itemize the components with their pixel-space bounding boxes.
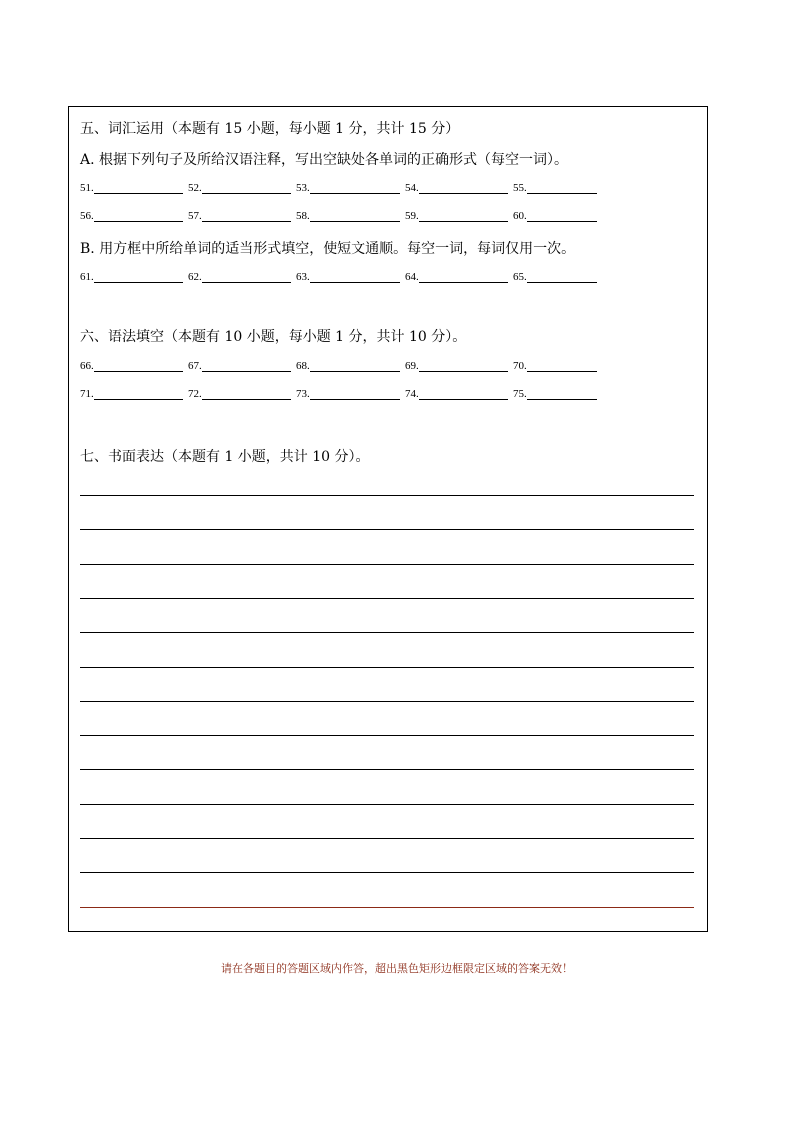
question-number: 52.: [188, 182, 202, 194]
answer-blank[interactable]: [419, 359, 508, 372]
answer-blank[interactable]: [310, 209, 400, 222]
answer-item: [188, 356, 291, 372]
answer-blank[interactable]: [94, 387, 183, 400]
answer-item: [80, 384, 183, 400]
writing-line[interactable]: [80, 495, 694, 496]
question-number: 65.: [513, 271, 527, 283]
answer-blank[interactable]: [310, 181, 400, 194]
answer-blank[interactable]: [202, 181, 291, 194]
answer-item: [405, 356, 508, 372]
answer-row-61-65: [80, 267, 640, 283]
answer-item: [188, 384, 291, 400]
answer-blank[interactable]: [419, 181, 508, 194]
answer-item: [405, 206, 508, 222]
question-number: 55.: [513, 182, 527, 194]
answer-blank[interactable]: [527, 387, 597, 400]
question-number: 70.: [513, 360, 527, 372]
section5-partB-instruction: B. 用方框中所给单词的适当形式填空，使短文通顺。每空一词，每词仅用一次。: [80, 241, 576, 257]
question-number: 59.: [405, 210, 419, 222]
answer-blank[interactable]: [527, 209, 597, 222]
question-number: 66.: [80, 360, 94, 372]
answer-item: [188, 206, 291, 222]
answer-blank[interactable]: [419, 387, 508, 400]
question-number: 72.: [188, 388, 202, 400]
writing-line[interactable]: [80, 632, 694, 633]
answer-row-56-60: [80, 206, 640, 222]
answer-item: [405, 178, 508, 194]
question-number: 73.: [296, 388, 310, 400]
answer-item: [80, 206, 183, 222]
question-number: 53.: [296, 182, 310, 194]
answer-row-71-75: [80, 384, 640, 400]
answer-blank[interactable]: [310, 270, 400, 283]
answer-row-66-70: [80, 356, 640, 372]
writing-line[interactable]: [80, 529, 694, 530]
answer-blank[interactable]: [419, 270, 508, 283]
answer-item: [513, 384, 597, 400]
answer-blank[interactable]: [202, 270, 291, 283]
answer-blank[interactable]: [202, 359, 291, 372]
answer-item: [296, 356, 400, 372]
writing-line[interactable]: [80, 872, 694, 873]
writing-line[interactable]: [80, 598, 694, 599]
answer-item: [405, 384, 508, 400]
answer-item: [80, 267, 183, 283]
answer-row-51-55: [80, 178, 640, 194]
answer-blank[interactable]: [527, 270, 597, 283]
answer-item: [188, 267, 291, 283]
answer-item: [296, 384, 400, 400]
answer-item: [188, 178, 291, 194]
answer-item: [80, 178, 183, 194]
question-number: 63.: [296, 271, 310, 283]
section5-title: 五、词汇运用（本题有 15 小题，每小题 1 分，共计 15 分）: [80, 121, 460, 137]
question-number: 74.: [405, 388, 419, 400]
answer-item: [80, 356, 183, 372]
answer-blank[interactable]: [94, 209, 183, 222]
answer-blank[interactable]: [202, 209, 291, 222]
question-number: 64.: [405, 271, 419, 283]
answer-area-frame: [68, 106, 708, 932]
question-number: 60.: [513, 210, 527, 222]
question-number: 68.: [296, 360, 310, 372]
answer-blank[interactable]: [310, 359, 400, 372]
question-number: 62.: [188, 271, 202, 283]
answer-item: [513, 178, 597, 194]
answer-blank[interactable]: [94, 181, 183, 194]
writing-line[interactable]: [80, 769, 694, 770]
answer-blank[interactable]: [202, 387, 291, 400]
footer-notice: 请在各题目的答题区域内作答，超出黑色矩形边框限定区域的答案无效！: [221, 962, 573, 975]
question-number: 57.: [188, 210, 202, 222]
writing-line[interactable]: [80, 564, 694, 565]
writing-line[interactable]: [80, 701, 694, 702]
writing-line[interactable]: [80, 735, 694, 736]
writing-line[interactable]: [80, 907, 694, 908]
question-number: 69.: [405, 360, 419, 372]
answer-blank[interactable]: [527, 181, 597, 194]
question-number: 71.: [80, 388, 94, 400]
answer-item: [513, 267, 597, 283]
question-number: 61.: [80, 271, 94, 283]
writing-line[interactable]: [80, 804, 694, 805]
answer-item: [296, 267, 400, 283]
answer-item: [513, 356, 597, 372]
section6-title: 六、语法填空（本题有 10 小题，每小题 1 分，共计 10 分）。: [80, 329, 467, 345]
answer-blank[interactable]: [419, 209, 508, 222]
section7-title: 七、书面表达（本题有 1 小题，共计 10 分）。: [80, 449, 370, 465]
writing-line[interactable]: [80, 838, 694, 839]
answer-blank[interactable]: [527, 359, 597, 372]
answer-item: [513, 206, 597, 222]
question-number: 56.: [80, 210, 94, 222]
question-number: 54.: [405, 182, 419, 194]
question-number: 58.: [296, 210, 310, 222]
question-number: 51.: [80, 182, 94, 194]
answer-item: [296, 206, 400, 222]
writing-line[interactable]: [80, 667, 694, 668]
answer-item: [405, 267, 508, 283]
question-number: 75.: [513, 388, 527, 400]
answer-blank[interactable]: [94, 359, 183, 372]
answer-item: [296, 178, 400, 194]
answer-blank[interactable]: [94, 270, 183, 283]
question-number: 67.: [188, 360, 202, 372]
section5-partA-instruction: A. 根据下列句子及所给汉语注释，写出空缺处各单词的正确形式（每空一词）。: [80, 152, 569, 168]
answer-blank[interactable]: [310, 387, 400, 400]
